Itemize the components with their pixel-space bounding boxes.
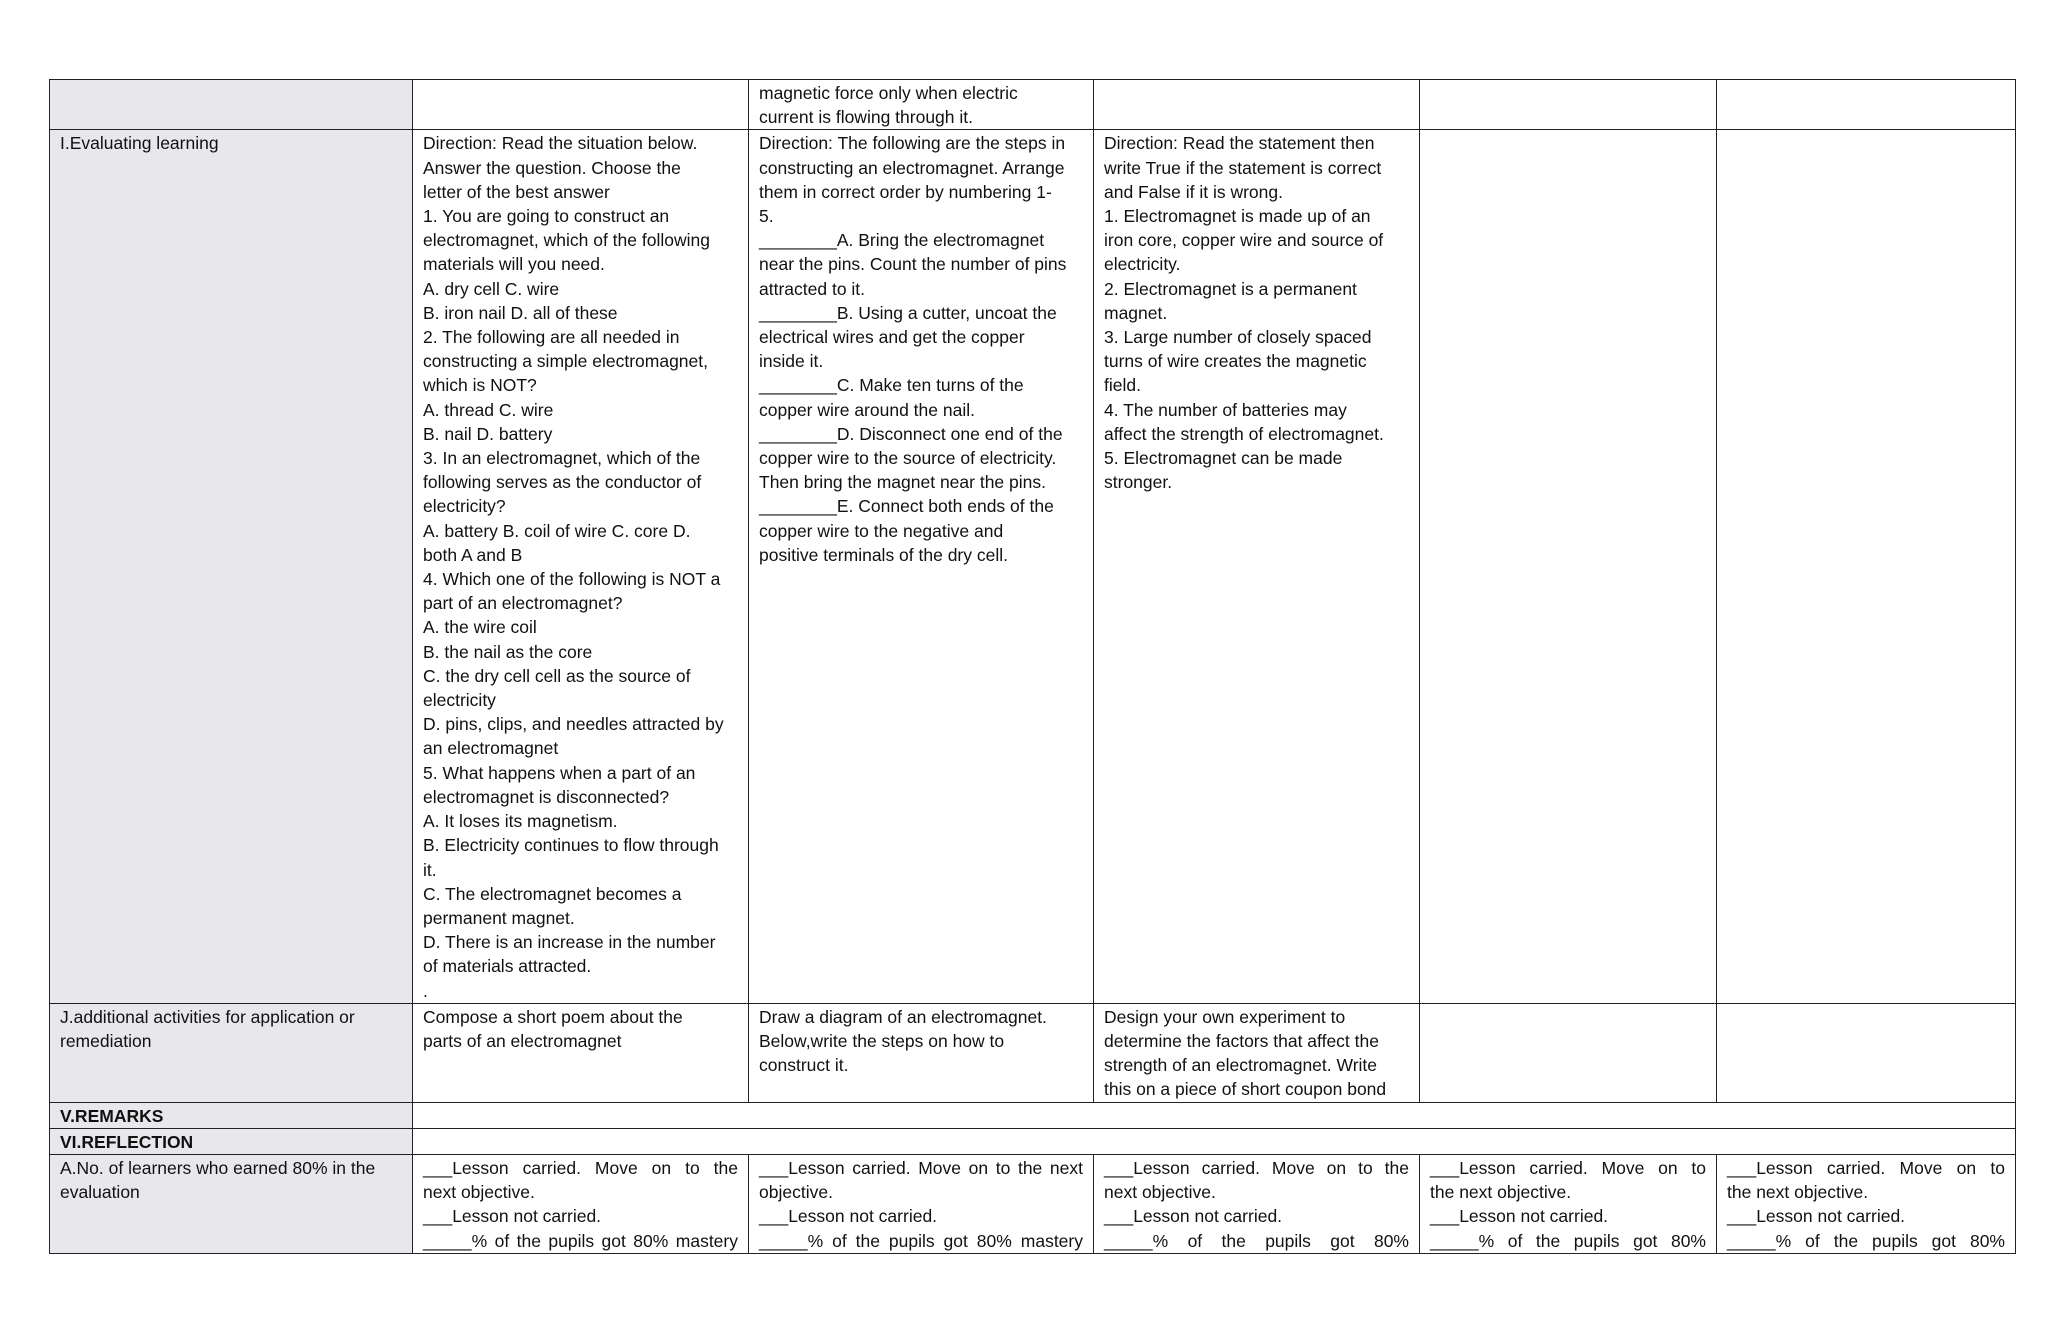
text-line: ________B. Using a cutter, uncoat the (759, 302, 1057, 323)
evaluation-questions-day1 (413, 130, 749, 1003)
table-row-evaluating-learning (50, 130, 2016, 1003)
text-line: ___Lesson not carried. (1727, 1206, 1906, 1227)
table-row-reflection (50, 1128, 2016, 1154)
table-row-additional-activities (50, 1003, 2016, 1102)
table-row-continuation (50, 80, 2016, 130)
table-cell-empty (1717, 1003, 2016, 1102)
mastery-day4 (1420, 1154, 1717, 1253)
text-line: 4. The number of batteries may (1104, 399, 1347, 420)
text-line: B. the nail as the core (423, 641, 593, 662)
text-line: Compose a short poem about the (423, 1006, 683, 1027)
text-line: D. There is an increase in the number (423, 932, 716, 953)
text-line: ___Lesson carried. Move on to the next (759, 1157, 1083, 1178)
text-line: _____% of the pupils got 80% (1727, 1230, 2005, 1251)
text-line: C. the dry cell cell as the source of (423, 665, 691, 686)
text-line: remediation (60, 1030, 152, 1051)
text-line: this on a piece of short coupon bond (1104, 1079, 1387, 1100)
text-line: 3. Large number of closely spaced (1104, 327, 1372, 348)
text-line: A. dry cell C. wire (423, 278, 560, 299)
text-line: magnetic force only when electric (759, 83, 1018, 103)
remarks-cell (413, 1102, 2016, 1128)
text-line: 4. Which one of the following is NOT a (423, 569, 721, 590)
mastery-day5 (1717, 1154, 2016, 1253)
text-line: electricity? (423, 496, 506, 517)
text-line: next objective. (1104, 1182, 1216, 1203)
text-line: _____% of the pupils got 80% mastery (423, 1230, 738, 1251)
text-line: next objective. (423, 1182, 535, 1203)
text-line: copper wire to the source of electricity. (759, 448, 1057, 469)
text-line: construct it. (759, 1055, 849, 1076)
text-line: it. (423, 859, 437, 880)
text-line: C. The electromagnet becomes a (423, 883, 682, 904)
table-row-learners-80 (50, 1154, 2016, 1253)
text-line: . (423, 980, 428, 1001)
mastery-day1 (413, 1154, 749, 1253)
text-line: ________A. Bring the electromagnet (759, 230, 1045, 251)
text-line: following serves as the conductor of (423, 472, 702, 493)
text-line: Below,write the steps on how to (759, 1030, 1005, 1051)
text-line: electricity. (1104, 254, 1181, 275)
text-line: D. pins, clips, and needles attracted by (423, 714, 724, 735)
text-line: near the pins. Count the number of pins (759, 254, 1067, 275)
text-line: permanent magnet. (423, 907, 575, 928)
text-line: Design your own experiment to (1104, 1006, 1346, 1027)
row-label-learners-80 (50, 1154, 413, 1253)
table-cell-empty (1717, 80, 2016, 130)
text-line: the next objective. (1430, 1182, 1572, 1203)
text-line: inside it. (759, 351, 824, 372)
text-line: A. the wire coil (423, 617, 537, 638)
text-line: which is NOT? (423, 375, 537, 396)
text-line: ___Lesson not carried. (423, 1206, 602, 1227)
table-cell-empty (1717, 130, 2016, 1003)
text-line: 2. The following are all needed in (423, 327, 680, 348)
text-line: ___Lesson not carried. (1430, 1206, 1609, 1227)
table-row-remarks (50, 1102, 2016, 1128)
text-line: attracted to it. (759, 278, 866, 299)
text-line: evaluation (60, 1182, 140, 1203)
text-line: parts of an electromagnet (423, 1030, 622, 1051)
table-cell-empty (1420, 1003, 1717, 1102)
text-line: ________C. Make ten turns of the (759, 375, 1024, 396)
text-line: copper wire around the nail. (759, 399, 975, 420)
mastery-day2 (749, 1154, 1094, 1253)
text-line: _____% of the pupils got 80% mastery (759, 1230, 1083, 1251)
text-line: magnet. (1104, 302, 1168, 323)
evaluation-steps-day2 (749, 130, 1094, 1003)
text-line: determine the factors that affect the (1104, 1030, 1379, 1051)
text-line: positive terminals of the dry cell. (759, 544, 1008, 565)
reflection-cell (413, 1128, 2016, 1154)
activity-day3 (1094, 1003, 1420, 1102)
evaluation-true-false-day3 (1094, 130, 1420, 1003)
row-label-reflection: VI.REFLECTION (50, 1128, 413, 1154)
text-line: field. (1104, 375, 1141, 396)
text-line: materials will you need. (423, 254, 605, 275)
text-line: Direction: Read the situation below. (423, 133, 698, 154)
text-line: Answer the question. Choose the (423, 157, 681, 178)
text-line: write True if the statement is correct (1104, 157, 1382, 178)
text-line: ___Lesson carried. Move on to (1727, 1157, 2005, 1178)
text-line: 3. In an electromagnet, which of the (423, 448, 701, 469)
text-line: A.No. of learners who earned 80% in the (60, 1157, 376, 1178)
text-line: constructing a simple electromagnet, (423, 351, 708, 372)
text-line: A. It loses its magnetism. (423, 811, 618, 832)
text-line: Direction: Read the statement then (1104, 133, 1375, 154)
text-line: affect the strength of electromagnet. (1104, 423, 1384, 444)
text-line: both A and B (423, 544, 523, 565)
text-line: of materials attracted. (423, 956, 592, 977)
row-label-evaluating-learning: I.Evaluating learning (50, 130, 413, 1003)
text-line: J.additional activities for application or (60, 1006, 355, 1027)
text-line: B. iron nail D. all of these (423, 302, 618, 323)
text-line: electrical wires and get the copper (759, 327, 1025, 348)
text-line: objective. (759, 1182, 833, 1203)
text-line: ___Lesson carried. Move on to (1430, 1157, 1706, 1178)
text-line: 5. (759, 206, 774, 227)
text-line: letter of the best answer (423, 181, 610, 202)
text-line: iron core, copper wire and source of (1104, 230, 1384, 251)
row-label-empty (50, 80, 413, 130)
text-line: ________E. Connect both ends of the (759, 496, 1054, 517)
text-line: electricity (423, 690, 496, 711)
text-line: B. nail D. battery (423, 423, 553, 444)
text-line: them in correct order by numbering 1- (759, 181, 1052, 202)
text-line: electromagnet, which of the following (423, 230, 710, 251)
text-line: copper wire to the negative and (759, 520, 1004, 541)
text-line: Then bring the magnet near the pins. (759, 472, 1046, 493)
text-line: 1. You are going to construct an (423, 206, 670, 227)
text-line: ___Lesson not carried. (759, 1206, 938, 1227)
text-line: ___Lesson carried. Move on to the (423, 1157, 738, 1178)
row-label-remarks: V.REMARKS (50, 1102, 413, 1128)
text-line: ___Lesson carried. Move on to the (1104, 1157, 1409, 1178)
table-cell-continued-text (749, 80, 1094, 130)
table-cell-empty (1420, 130, 1717, 1003)
text-line: A. thread C. wire (423, 399, 554, 420)
text-line: 5. Electromagnet can be made (1104, 448, 1343, 469)
text-line: ________D. Disconnect one end of the (759, 423, 1063, 444)
text-line: 5. What happens when a part of an (423, 762, 696, 783)
activity-day1 (413, 1003, 749, 1102)
text-line: Direction: The following are the steps in (759, 133, 1066, 154)
text-line: A. battery B. coil of wire C. core D. (423, 520, 691, 541)
text-line: ___Lesson not carried. (1104, 1206, 1283, 1227)
text-line: electromagnet is disconnected? (423, 786, 670, 807)
table-cell-empty (1420, 80, 1717, 130)
text-line: 2. Electromagnet is a permanent (1104, 278, 1357, 299)
text-line: and False if it is wrong. (1104, 181, 1283, 202)
text-line: B. Electricity continues to flow through (423, 835, 719, 856)
text-line: strength of an electromagnet. Write (1104, 1055, 1378, 1076)
text-line: the next objective. (1727, 1182, 1869, 1203)
text-line: _____% of the pupils got 80% (1104, 1230, 1409, 1251)
text-line: part of an electromagnet? (423, 593, 623, 614)
lesson-plan-table (49, 79, 2016, 1254)
text-line: _____% of the pupils got 80% (1430, 1230, 1706, 1251)
table-cell-empty (1094, 80, 1420, 130)
text-line: current is flowing through it. (759, 107, 973, 128)
text-line: Draw a diagram of an electromagnet. (759, 1006, 1047, 1027)
activity-day2 (749, 1003, 1094, 1102)
text-line: constructing an electromagnet. Arrange (759, 157, 1065, 178)
text-line: turns of wire creates the magnetic (1104, 351, 1367, 372)
text-line: an electromagnet (423, 738, 559, 759)
text-line: 1. Electromagnet is made up of an (1104, 206, 1371, 227)
mastery-day3 (1094, 1154, 1420, 1253)
text-line: stronger. (1104, 472, 1173, 493)
table-cell-empty (413, 80, 749, 130)
row-label-additional-activities (50, 1003, 413, 1102)
